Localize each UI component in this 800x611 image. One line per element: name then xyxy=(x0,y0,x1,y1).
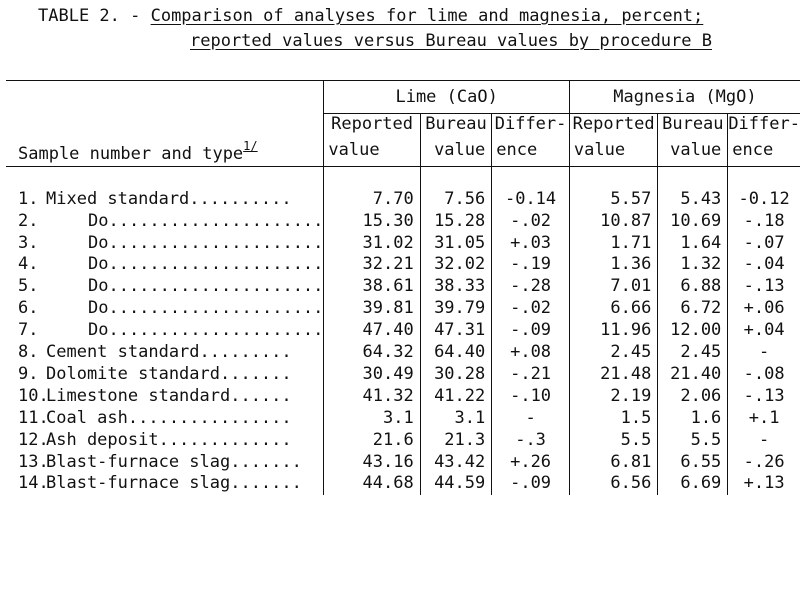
lime-bureau-cell: 32.02 xyxy=(420,254,492,276)
mg-difference-cell: -.07 xyxy=(728,233,800,255)
table-row xyxy=(6,452,800,474)
lime-difference-cell: +.08 xyxy=(492,342,570,364)
mg-bureau-header-2: value xyxy=(658,136,728,166)
table-body xyxy=(6,81,800,496)
sample-cell xyxy=(6,320,324,342)
sample-cell xyxy=(6,386,324,408)
lime-difference-cell: -.02 xyxy=(492,298,570,320)
sample-number: 14. xyxy=(18,473,49,494)
lime-bureau-cell: 15.28 xyxy=(420,211,492,233)
mg-difference-cell: -.26 xyxy=(728,452,800,474)
lime-difference-cell: -.3 xyxy=(492,430,570,452)
lime-bureau-cell: 7.56 xyxy=(420,189,492,211)
lime-reported-cell: 47.40 xyxy=(324,320,420,342)
sample-label: Cement standard......... xyxy=(46,342,292,363)
spacer-cell xyxy=(569,166,657,188)
table-row xyxy=(6,298,800,320)
lime-bureau-cell: 64.40 xyxy=(420,342,492,364)
mg-reported-cell: 5.57 xyxy=(569,189,657,211)
mg-reported-cell: 21.48 xyxy=(569,364,657,386)
mg-bureau-cell: 10.69 xyxy=(658,211,728,233)
spacer-row xyxy=(6,166,800,188)
sample-number: 7. xyxy=(18,320,39,341)
mg-difference-cell: +.06 xyxy=(728,298,800,320)
sample-label: Do..................... xyxy=(88,254,324,275)
table-row xyxy=(6,276,800,298)
lime-reported-cell: 32.21 xyxy=(324,254,420,276)
lime-reported-cell: 64.32 xyxy=(324,342,420,364)
mg-difference-cell: -0.12 xyxy=(728,189,800,211)
mg-reported-cell: 2.19 xyxy=(569,386,657,408)
mg-difference-cell: +.13 xyxy=(728,473,800,495)
mg-reported-cell: 1.5 xyxy=(569,408,657,430)
mg-difference-cell: -.13 xyxy=(728,276,800,298)
lime-difference-cell: -.02 xyxy=(492,211,570,233)
lime-difference-cell: -.21 xyxy=(492,364,570,386)
sample-label: Do..................... xyxy=(88,232,324,253)
lime-group-header: Lime (CaO) xyxy=(324,81,569,114)
lime-bureau-cell: 30.28 xyxy=(420,364,492,386)
sample-label: Dolomite standard....... xyxy=(46,363,292,384)
table-row xyxy=(6,320,800,342)
mg-reported-cell: 7.01 xyxy=(569,276,657,298)
sample-cell xyxy=(6,452,324,474)
lime-bureau-cell: 44.59 xyxy=(420,473,492,495)
sample-label: Limestone standard...... xyxy=(46,385,292,406)
sample-number: 12. xyxy=(18,429,49,450)
caption-title-2: reported values versus Bureau values by procedure B xyxy=(190,31,712,51)
magnesia-group-header: Magnesia (MgO) xyxy=(569,81,800,114)
mg-reported-cell: 1.71 xyxy=(569,233,657,255)
lime-bureau-cell: 39.79 xyxy=(420,298,492,320)
mg-bureau-cell: 6.88 xyxy=(658,276,728,298)
table-row xyxy=(6,254,800,276)
lime-reported-cell: 39.81 xyxy=(324,298,420,320)
lime-reported-header-1: Reported xyxy=(324,114,420,136)
table-row xyxy=(6,473,800,495)
lime-bureau-header-2: value xyxy=(420,136,492,166)
lime-reported-cell: 21.6 xyxy=(324,430,420,452)
lime-reported-cell: 44.68 xyxy=(324,473,420,495)
caption-line-2 xyxy=(190,29,712,53)
sample-cell xyxy=(6,364,324,386)
lime-reported-cell: 3.1 xyxy=(324,408,420,430)
sample-cell xyxy=(6,189,324,211)
mg-bureau-header-1: Bureau xyxy=(658,114,728,136)
caption-line-1 xyxy=(38,4,703,28)
spacer-cell xyxy=(492,166,570,188)
lime-diff-header-2: ence xyxy=(492,136,570,166)
sample-cell xyxy=(6,254,324,276)
mg-bureau-cell: 6.69 xyxy=(658,473,728,495)
sample-number: 2. xyxy=(18,210,39,231)
sample-label: Mixed standard.......... xyxy=(46,188,292,209)
lime-reported-cell: 38.61 xyxy=(324,276,420,298)
mg-difference-cell: -.08 xyxy=(728,364,800,386)
lime-reported-cell: 7.70 xyxy=(324,189,420,211)
mg-bureau-cell: 1.32 xyxy=(658,254,728,276)
sample-header-text: Sample number and type xyxy=(18,143,244,164)
mg-diff-header-1: Differ- xyxy=(728,114,800,134)
lime-difference-cell: -0.14 xyxy=(492,189,570,211)
lime-bureau-cell: 3.1 xyxy=(420,408,492,430)
header-row-group xyxy=(6,81,800,114)
sample-number: 1. xyxy=(18,188,39,209)
mg-reported-cell: 6.66 xyxy=(569,298,657,320)
spacer-cell xyxy=(324,166,420,188)
mg-bureau-cell: 1.6 xyxy=(658,408,728,430)
mg-reported-cell: 11.96 xyxy=(569,320,657,342)
lime-bureau-cell: 43.42 xyxy=(420,452,492,474)
lime-difference-cell: -.28 xyxy=(492,276,570,298)
spacer-cell xyxy=(420,166,492,188)
header-row-sub2 xyxy=(6,136,800,166)
lime-reported-header-2: value xyxy=(324,136,420,166)
mg-bureau-cell: 2.06 xyxy=(658,386,728,408)
lime-difference-cell: +.03 xyxy=(492,233,570,255)
sample-number: 13. xyxy=(18,451,49,472)
table-row xyxy=(6,211,800,233)
lime-bureau-header-1: Bureau xyxy=(420,114,492,136)
mg-reported-cell: 10.87 xyxy=(569,211,657,233)
lime-reported-cell: 43.16 xyxy=(324,452,420,474)
mg-bureau-cell: 5.5 xyxy=(658,430,728,452)
lime-difference-cell: -.09 xyxy=(492,473,570,495)
lime-difference-cell: -.09 xyxy=(492,320,570,342)
lime-bureau-cell: 41.22 xyxy=(420,386,492,408)
sample-cell xyxy=(6,233,324,255)
header-row-sub1 xyxy=(6,114,800,136)
lime-difference-cell: - xyxy=(492,408,570,430)
sample-number: 4. xyxy=(18,254,39,275)
lime-bureau-cell: 21.3 xyxy=(420,430,492,452)
caption-prefix: TABLE 2. - xyxy=(38,6,151,26)
mg-bureau-cell: 6.55 xyxy=(658,452,728,474)
sample-label: Ash deposit............. xyxy=(46,429,292,450)
lime-bureau-cell: 47.31 xyxy=(420,320,492,342)
lime-diff-header-1: Differ- xyxy=(492,114,570,136)
sample-number: 11. xyxy=(18,407,49,428)
mg-difference-cell: - xyxy=(728,430,800,452)
sample-cell xyxy=(6,298,324,320)
mg-difference-cell: -.04 xyxy=(728,254,800,276)
sample-number: 8. xyxy=(18,342,39,363)
table-row xyxy=(6,408,800,430)
sample-number: 6. xyxy=(18,298,39,319)
caption-title-1: Comparison of analyses for lime and magnesia, percent; xyxy=(150,6,704,26)
lime-reported-cell: 41.32 xyxy=(324,386,420,408)
sample-label: Blast-furnace slag....... xyxy=(46,451,302,472)
lime-difference-cell: -.19 xyxy=(492,254,570,276)
sample-cell xyxy=(6,430,324,452)
table-row xyxy=(6,233,800,255)
sample-number: 3. xyxy=(18,232,39,253)
spacer-cell xyxy=(658,166,728,188)
mg-bureau-cell: 5.43 xyxy=(658,189,728,211)
lime-bureau-cell: 31.05 xyxy=(420,233,492,255)
lime-difference-cell: -.10 xyxy=(492,386,570,408)
sample-label: Do..................... xyxy=(88,298,324,319)
mg-difference-cell: - xyxy=(728,342,800,364)
sample-cell xyxy=(6,342,324,364)
comparison-table xyxy=(6,80,800,495)
mg-reported-cell: 1.36 xyxy=(569,254,657,276)
mg-reported-header-2: value xyxy=(569,136,657,166)
lime-reported-cell: 30.49 xyxy=(324,364,420,386)
lime-difference-cell: +.26 xyxy=(492,452,570,474)
sample-label: Do..................... xyxy=(88,210,324,231)
sample-number: 5. xyxy=(18,276,39,297)
sample-number: 10. xyxy=(18,385,49,406)
mg-difference-cell: +.04 xyxy=(728,320,800,342)
lime-reported-cell: 15.30 xyxy=(324,211,420,233)
mg-reported-cell: 6.81 xyxy=(569,452,657,474)
table-row xyxy=(6,342,800,364)
mg-diff-header-2: ence xyxy=(728,136,800,166)
sample-header xyxy=(6,136,324,166)
sample-cell xyxy=(6,473,324,495)
mg-reported-cell: 2.45 xyxy=(569,342,657,364)
mg-bureau-cell: 1.64 xyxy=(658,233,728,255)
mg-difference-cell: -.13 xyxy=(728,386,800,408)
header-empty-cell xyxy=(6,81,324,114)
mg-bureau-cell: 12.00 xyxy=(658,320,728,342)
mg-bureau-cell: 6.72 xyxy=(658,298,728,320)
table-row xyxy=(6,430,800,452)
lime-reported-cell: 31.02 xyxy=(324,233,420,255)
lime-bureau-cell: 38.33 xyxy=(420,276,492,298)
table-row xyxy=(6,364,800,386)
mg-bureau-cell: 21.40 xyxy=(658,364,728,386)
spacer-cell xyxy=(728,166,800,188)
footnote-mark: 1/ xyxy=(243,138,258,153)
sample-cell xyxy=(6,276,324,298)
table-row xyxy=(6,386,800,408)
mg-bureau-cell: 2.45 xyxy=(658,342,728,364)
spacer-cell xyxy=(6,166,324,188)
mg-reported-cell: 6.56 xyxy=(569,473,657,495)
mg-difference-cell: +.1 xyxy=(728,408,800,430)
sample-label: Coal ash................ xyxy=(46,407,292,428)
sample-label: Do..................... xyxy=(88,320,324,341)
sample-cell xyxy=(6,211,324,233)
sample-label: Blast-furnace slag....... xyxy=(46,473,302,494)
sample-number: 9. xyxy=(18,363,39,384)
sample-label: Do..................... xyxy=(88,276,324,297)
mg-reported-header-1: Reported xyxy=(569,114,657,136)
header-sample-top xyxy=(6,114,324,136)
mg-reported-cell: 5.5 xyxy=(569,430,657,452)
mg-difference-cell: -.18 xyxy=(728,211,800,233)
sample-cell xyxy=(6,408,324,430)
table-row xyxy=(6,189,800,211)
